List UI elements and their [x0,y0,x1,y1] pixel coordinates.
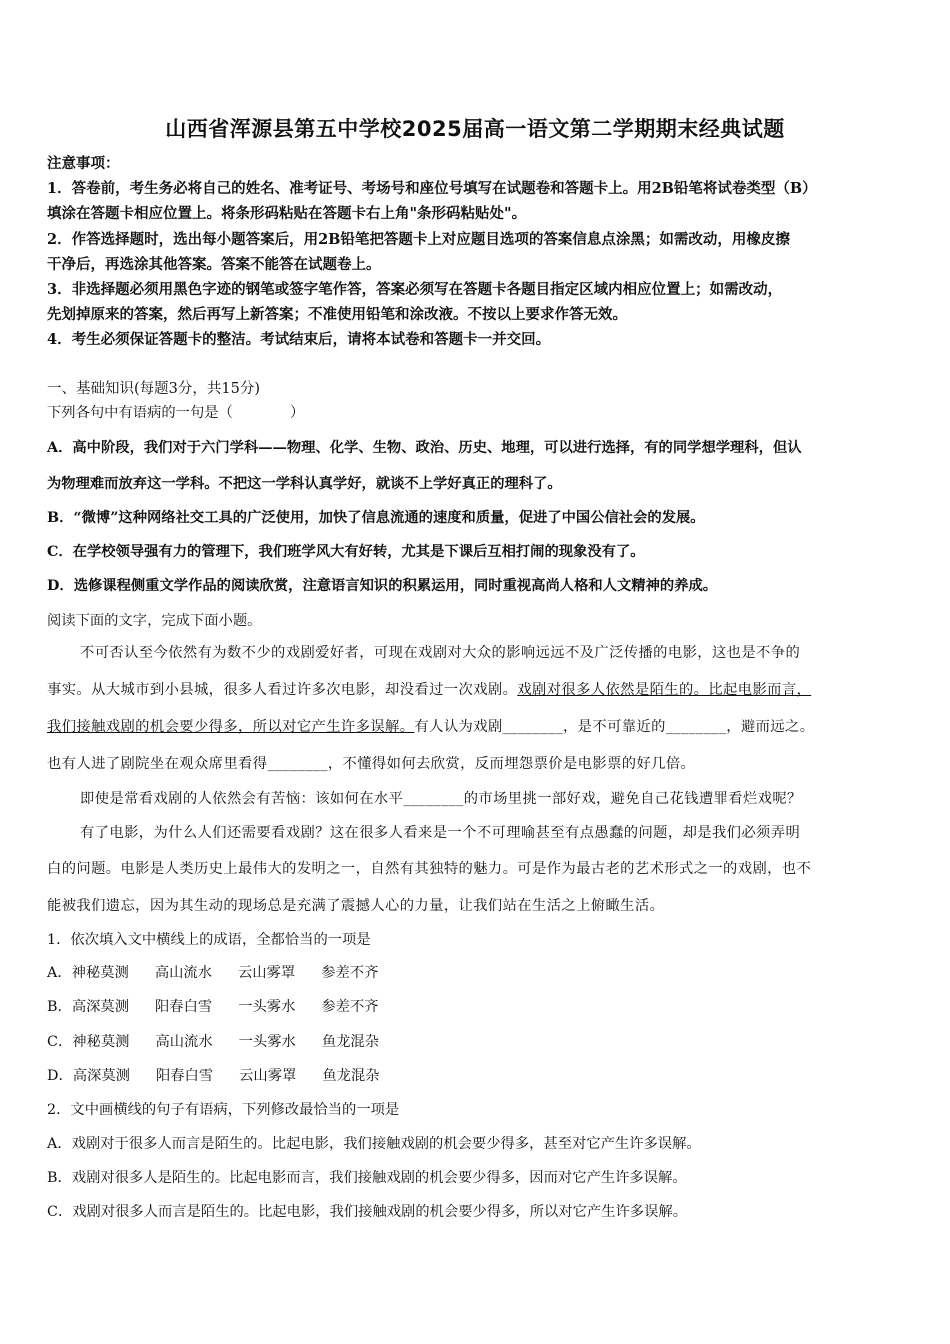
option-label: D． [47,1068,73,1084]
question-stem: 下列各句中有语病的一句是（ ） [47,405,305,421]
notice-heading: 注意事项： [47,155,120,172]
q2-option-c: C．戏剧对很多人而言是陌生的。比起电影，我们接触戏剧的机会要少得多，所以对它产生许多误解。 [47,1204,687,1220]
q2-option-b: B．戏剧对很多人是陌生的。比起电影而言，我们接触戏剧的机会要少得多，因而对它产生许多误解。 [47,1170,687,1186]
notice-line: 先划掉原来的答案，然后再写上新答案；不准使用铅笔和涂改液。不按以上要求作答无效。 [47,306,627,323]
reading-intro: 阅读下面的文字，完成下面小题。 [47,613,262,629]
q1-stem: 1．依次填入文中横线上的成语，全都恰当的一项是 [47,932,371,948]
notice-line: 3．非选择题必须用黑色字迹的钢笔或签字笔作答，答案必须写在答题卡各题目指定区域内相应位置上；如需改动， [47,281,783,298]
option-word: 高深莫测 [72,1068,130,1084]
passage-line [47,679,811,699]
option-word: 一头雾水 [238,1034,296,1050]
option-word: 云山雾罩 [239,1068,297,1084]
option-a-cont: 为物理难而放弃这一学科。不把这一学科认真学好，就谈不上学好真正的理科了。 [47,476,562,492]
option-word: 高深莫测 [71,999,129,1015]
notice-line: 4．考生必须保证答题卡的整洁。考试结束后，请将本试卷和答题卡一并交回。 [47,331,551,348]
q1-option-b [47,996,405,1016]
notice-line: 2．作答选择题时，选出每小题答案后，用2B铅笔把答题卡上对应题目选项的答案信息点涂黑；如需改动，用橡皮擦 [47,231,790,248]
option-word: 高山流水 [155,1034,213,1050]
option-word: 神秘莫测 [72,1034,130,1050]
option-label: C． [47,1034,73,1050]
q2-option-a: A．戏剧对于很多人而言是陌生的。比起电影，我们接触戏剧的机会要少得多，甚至对它产生许多误解。 [47,1136,701,1152]
passage-line: 即使是常看戏剧的人依然会有苦恼：该如何在水平________的市场里挑一部好戏，避免自己花钱遭罪看烂戏呢？ [80,791,802,807]
passage-line: 有了电影，为什么人们还需要看戏剧？这在很多人看来是一个不可理喻甚至有点愚蠢的问题，却是我们必须弄明 [80,825,801,841]
underlined-sentence: 我们接触戏剧的机会要少得多，所以对它产生许多误解。 [47,719,415,735]
notice-line: 1．答卷前，考生务必将自己的姓名、准考证号、考场号和座位号填写在试题卷和答题卡上。用2B铅笔将试卷类型（B） [47,180,817,197]
passage-line: 白的问题。电影是人类历史上最伟大的发明之一，自然有其独特的魅力。可是作为最古老的艺术形式之一的戏剧，也不 [47,861,812,877]
notice-line: 干净后，再选涂其他答案。答案不能答在试题卷上。 [47,256,381,273]
option-label: B． [47,999,72,1015]
q1-option-a [47,962,404,982]
option-word: 一头雾水 [238,999,296,1015]
q1-option-d [47,1065,406,1085]
passage-line: 能被我们遗忘，因为其生动的现场总是充满了震撼人心的力量，让我们站在生活之上俯瞰生活。 [47,898,665,914]
option-word: 云山雾罩 [238,965,296,981]
option-a: A．高中阶段，我们对于六门学科——物理、化学、生物、政治、历史、地理，可以进行选择，有的同学想学理科，但认 [47,440,802,456]
passage-text: 有人认为戏剧________，是不可靠近的________，避而远之。 [414,719,815,735]
option-d: D．选修课程侧重文学作品的阅读欣赏，注意语言知识的积累运用，同时重视高尚人格和人文精神的养成。 [47,578,718,594]
notice-line: 填涂在答题卡相应位置上。将条形码粘贴在答题卡右上角"条形码粘贴处"。 [47,205,527,222]
option-b: B．“微博”这种网络社交工具的广泛使用，加快了信息流通的速度和质量，促进了中国公信社会的发展。 [47,510,705,526]
option-word: 参差不齐 [321,999,379,1015]
passage-line: 不可否认至今依然有为数不少的戏剧爱好者，可现在戏剧对大众的影响远远不及广泛传播的电影，这也是不争的 [80,645,801,661]
q1-option-c [47,1031,405,1051]
page-title: 山西省浑源县第五中学校2025届高一语文第二学期期末经典试题 [165,117,785,141]
option-label: A． [47,965,72,981]
option-word: 参差不齐 [321,965,379,981]
underlined-sentence: 戏剧对很多人依然是陌生的。比起电影而言， [517,682,812,698]
option-c: C．在学校领导强有力的管理下，我们班学风大有好转，尤其是下课后互相打闹的现象没有了。 [47,544,645,560]
option-word: 鱼龙混杂 [321,1034,379,1050]
option-word: 神秘莫测 [71,965,129,981]
passage-line: 也有人进了剧院坐在观众席里看得________，不懂得如何去欣赏，反而埋怨票价是电影票的好几倍。 [47,756,696,772]
option-word: 鱼龙混杂 [322,1068,380,1084]
section-heading: 一、基础知识(每题3分，共15分) [47,381,260,397]
option-word: 阳春白雪 [155,999,213,1015]
q2-stem: 2．文中画横线的句子有语病，下列修改最恰当的一项是 [47,1102,400,1118]
option-word: 高山流水 [154,965,212,981]
passage-text: 事实。从大城市到小县城，很多人看过许多次电影，却没看过一次戏剧。 [47,682,518,698]
passage-line [47,716,814,736]
option-word: 阳春白雪 [155,1068,214,1084]
